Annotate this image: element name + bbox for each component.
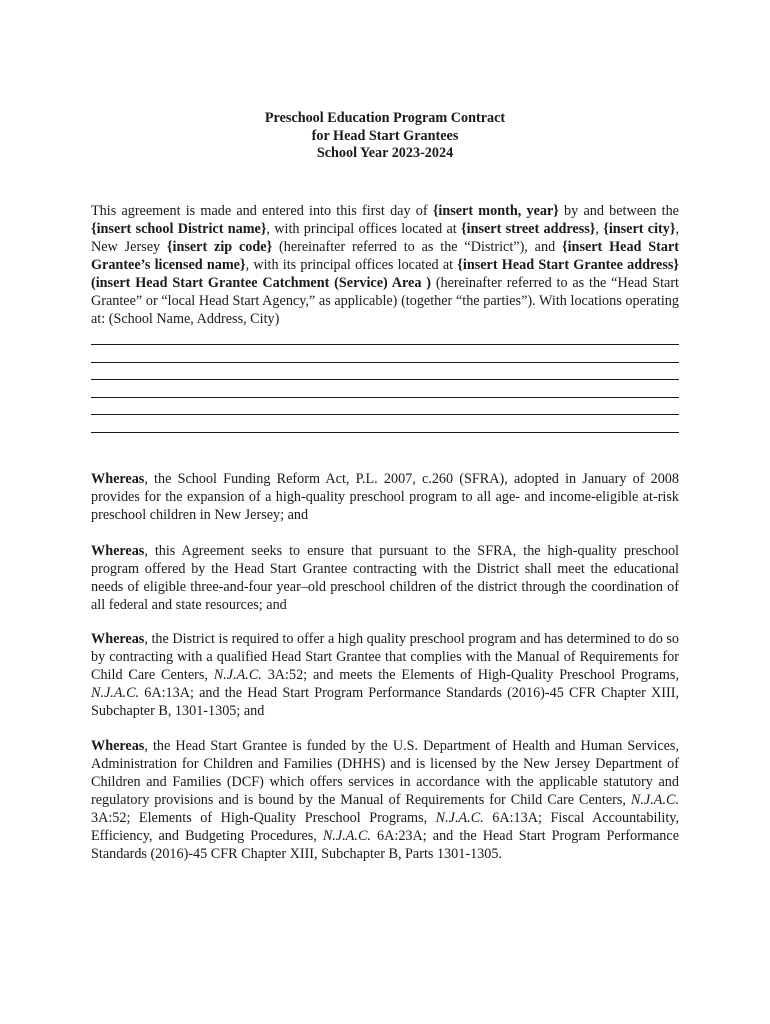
whereas-text: , the District is required to offer a high quality preschool program and has determined to do so by contracting with a qualified Head Start Grantee that complies with the Manual of Requirements for Child Care Centers, — [91, 631, 679, 683]
whereas-text: , this Agreement seeks to ensure that pursuant to the SFRA, the high-quality preschool program offered by the Head Start Grantee contracting with the District shall meet the educational needs of eligible three-and-four year–old preschool children of the district through the coordination of all federal and state resources; and — [91, 543, 679, 613]
placeholder-zip-code: {insert zip code} — [166, 239, 273, 255]
intro-text: This agreement is made and entered into this first day of — [91, 203, 433, 219]
fill-in-line[interactable] — [91, 397, 679, 398]
placeholder-grantee-address: {insert Head Start Grantee address} (insert Head Start Grantee Catchment (Service) Area ) — [91, 257, 679, 291]
title-line-3: School Year 2023-2024 — [316, 145, 454, 161]
fill-in-line[interactable] — [91, 362, 679, 363]
whereas-clause-3 — [91, 630, 679, 720]
intro-paragraph — [91, 202, 679, 328]
whereas-text: , the Head Start Grantee is funded by the U.S. Department of Health and Human Services, Administration for Children and Families (DHHS) and is licensed by the New Jersey Department of Children and Families (DCF) which offers services in accordance with the applicable statutory and regulatory provisions and is bound by the Manual of Requirements for Child Care Centers, — [91, 738, 679, 808]
citation: N.J.A.C. — [435, 810, 484, 826]
placeholder-grantee-name: {insert Head Start Grantee’s licensed name} — [91, 239, 680, 273]
whereas-text: 3A:52; Elements of High-Quality Preschool Programs, — [91, 810, 436, 826]
fill-in-line[interactable] — [91, 379, 679, 380]
whereas-clause-4 — [91, 737, 679, 863]
whereas-text: 6A:23A; and the Head Start Program Performance Standards (2016)-45 CFR Chapter XIII, Subchapter B, Parts 1301-1305. — [91, 828, 679, 862]
citation: N.J.A.C. — [630, 792, 679, 808]
placeholder-street-address: {insert street address} — [461, 221, 596, 237]
placeholder-month-year: {insert month, year} — [432, 203, 559, 219]
whereas-lead: Whereas — [91, 471, 145, 487]
document-title — [0, 110, 770, 163]
intro-text: , New Jersey — [91, 221, 680, 255]
fill-in-line[interactable] — [91, 414, 679, 415]
fill-in-line[interactable] — [91, 432, 679, 433]
citation: N.J.A.C. — [322, 828, 371, 844]
intro-text: , — [595, 221, 604, 237]
whereas-text: 6A:13A; Fiscal Accountability, Efficiency, and Budgeting Procedures, — [91, 810, 680, 844]
fill-in-lines — [91, 344, 679, 450]
whereas-text: 3A:52; and meets the Elements of High-Quality Preschool Programs, — [261, 667, 679, 683]
intro-text: , with principal offices located at — [266, 221, 462, 237]
fill-in-line[interactable] — [91, 344, 679, 345]
intro-text: (hereinafter referred to as the “Head Start Grantee” or “local Head Start Agency,” as applicable) (together “the parties”). With locations operating at: (School Name, Address, City) — [91, 275, 679, 327]
placeholder-district-name: {insert school District name} — [91, 221, 267, 237]
title-line-2: for Head Start Grantees — [311, 127, 459, 144]
whereas-text: 6A:13A; and the Head Start Program Performance Standards (2016)-45 CFR Chapter XIII, Subchapter B, 1301-1305; and — [91, 685, 679, 719]
whereas-lead: Whereas — [91, 631, 145, 647]
citation: N.J.A.C. — [91, 685, 140, 701]
intro-text: (hereinafter referred to as the “District”), and — [272, 239, 563, 255]
whereas-clause-1 — [91, 470, 679, 524]
citation: N.J.A.C. — [213, 667, 262, 683]
intro-text: by and between the — [558, 203, 679, 219]
whereas-lead: Whereas — [91, 738, 145, 754]
whereas-text: , the School Funding Reform Act, P.L. 2007, c.260 (SFRA), adopted in January of 2008 provides for the expansion of a high-quality preschool program to all age- and income-eligible at-risk preschool children in New Jersey; and — [91, 471, 679, 523]
whereas-lead: Whereas — [91, 543, 145, 559]
intro-text: , with its principal offices located at — [245, 257, 458, 273]
placeholder-city: {insert city} — [603, 221, 676, 237]
whereas-clause-2 — [91, 542, 679, 614]
title-line-1: Preschool Education Program Contract — [264, 110, 506, 126]
